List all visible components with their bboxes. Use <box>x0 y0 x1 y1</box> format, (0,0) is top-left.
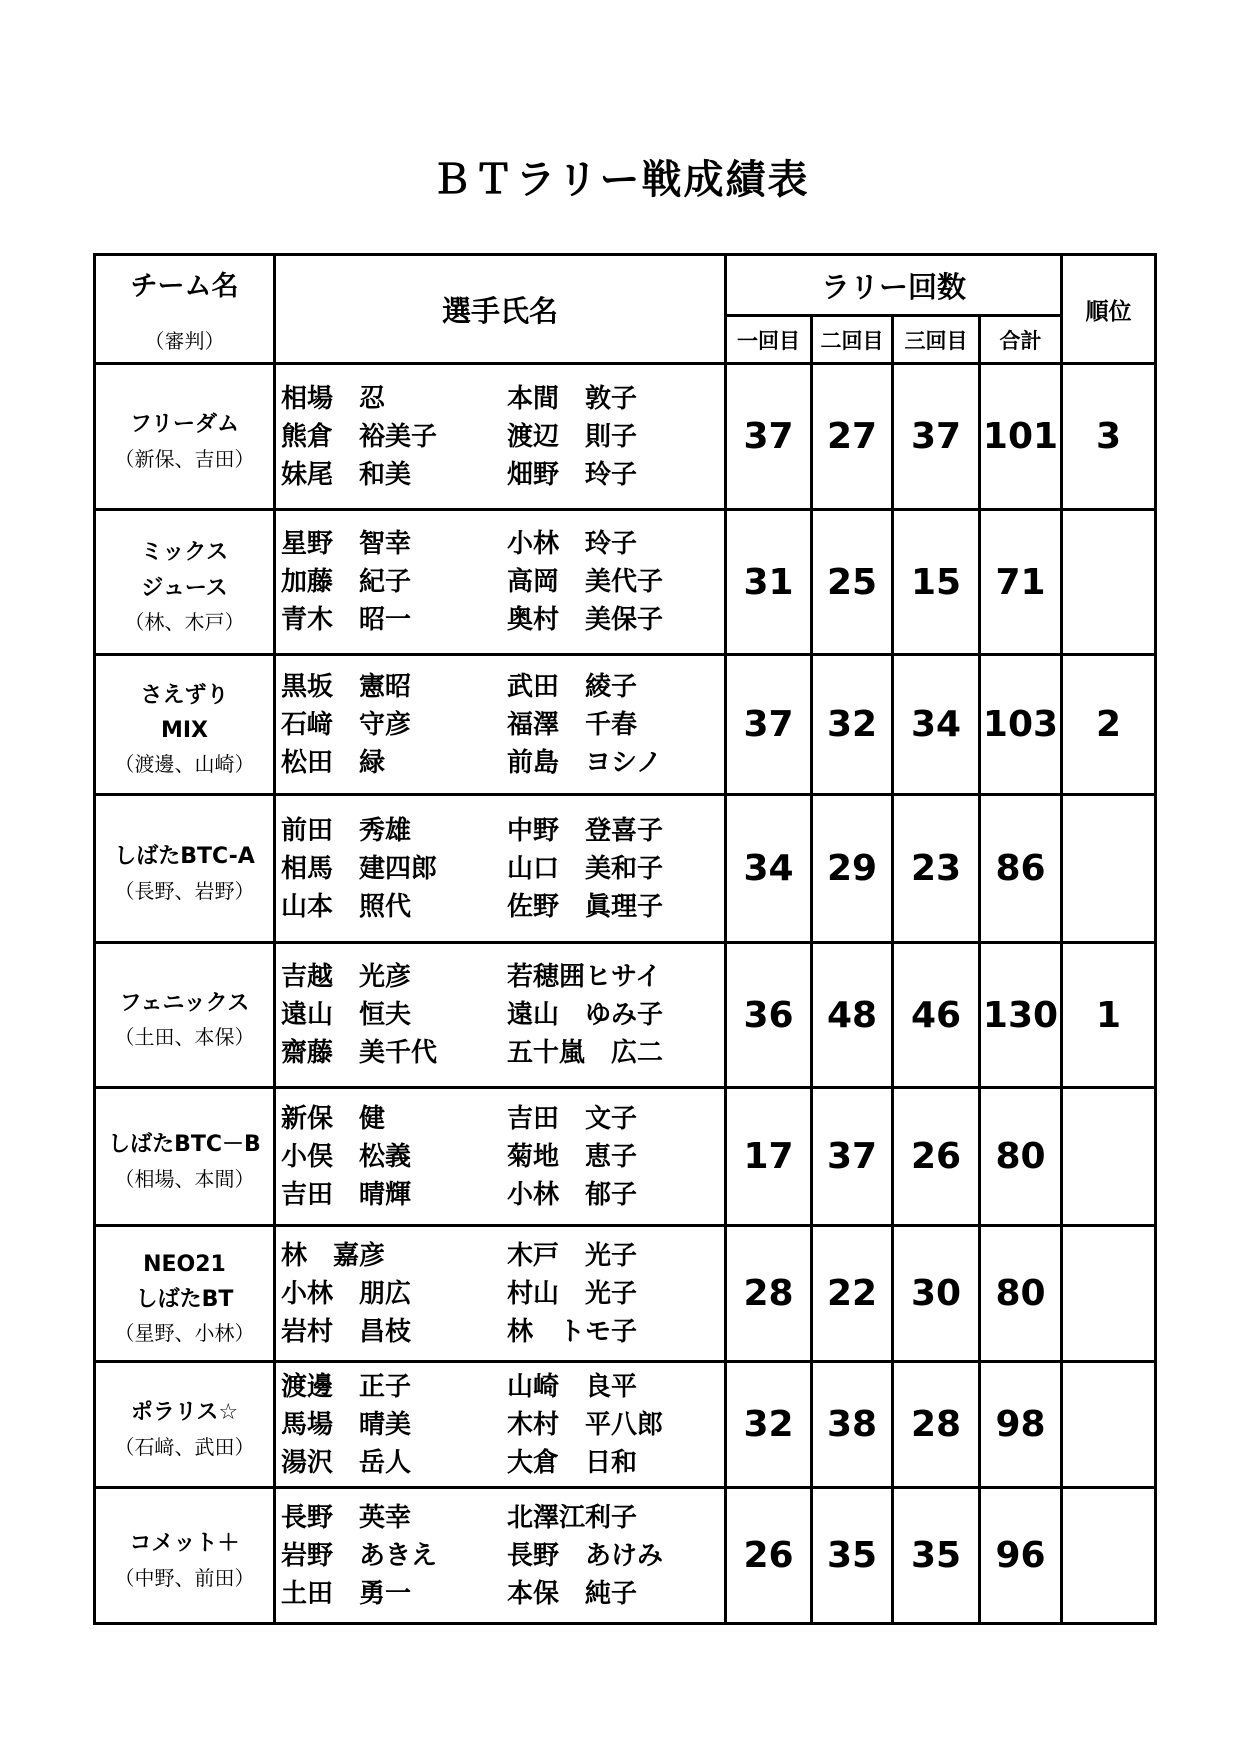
player-name: 小林 郁子 <box>506 1179 637 1210</box>
player-line <box>281 1406 724 1444</box>
player-name: 妹尾 和美 <box>281 459 412 490</box>
player-name: 本保 純子 <box>506 1578 637 1609</box>
rank: 2 <box>1062 655 1156 795</box>
team-row <box>95 795 1156 943</box>
results-table <box>93 253 1157 1625</box>
team-cell <box>95 795 275 943</box>
player-name: 大倉 日和 <box>506 1447 637 1478</box>
player-name: 熊倉 裕美子 <box>281 421 438 452</box>
player-name: 前田 秀雄 <box>281 815 412 846</box>
team-name-line: ポラリス☆ <box>130 1400 239 1426</box>
team-referee: （相場、本間） <box>114 1166 255 1191</box>
team-referee: （中野、前田） <box>114 1565 255 1590</box>
player-name: 福澤 千春 <box>506 709 637 740</box>
team-cell <box>95 1226 275 1362</box>
player-line <box>281 1275 724 1313</box>
team-name-line: ミックス <box>140 540 229 566</box>
rank <box>1062 1488 1156 1624</box>
player-name: 木戸 光子 <box>506 1240 637 1271</box>
player-name: 山崎 良平 <box>506 1371 637 1402</box>
round-score: 37 <box>893 364 980 510</box>
player-name: 北澤江利子 <box>506 1502 637 1533</box>
round-score: 28 <box>893 1362 980 1488</box>
team-referee: （星野、小林） <box>114 1321 255 1346</box>
rank <box>1062 510 1156 655</box>
team-referee: （土田、本保） <box>114 1025 255 1050</box>
team-name-line: ジュース <box>141 575 228 601</box>
total-score: 98 <box>980 1362 1062 1488</box>
player-name: 土田 勇一 <box>281 1578 412 1609</box>
total-score: 130 <box>980 943 1062 1088</box>
player-name: 前島 ヨシノ <box>506 747 662 778</box>
team-row <box>95 1488 1156 1624</box>
round-score: 37 <box>726 364 812 510</box>
player-name: 五十嵐 広二 <box>506 1038 663 1068</box>
round-score: 36 <box>726 943 812 1088</box>
rank <box>1062 1088 1156 1226</box>
total-score: 101 <box>980 364 1062 510</box>
round-score: 34 <box>726 795 812 943</box>
round-score: 22 <box>812 1226 893 1362</box>
players-cell <box>275 510 726 655</box>
round-score: 31 <box>726 510 812 655</box>
rank <box>1062 795 1156 943</box>
team-name <box>130 407 239 442</box>
team-name-line: コメット＋ <box>129 1531 240 1557</box>
team-name-line: さえずり <box>140 682 229 708</box>
round-score: 29 <box>812 795 893 943</box>
player-line <box>281 706 724 744</box>
player-line <box>281 1444 724 1482</box>
total-score: 103 <box>980 655 1062 795</box>
team-name <box>129 1526 239 1561</box>
player-line <box>281 1138 724 1176</box>
player-name: 奥村 美保子 <box>506 605 663 635</box>
header-team: チーム名 <box>130 271 239 302</box>
player-name: 長野 あけみ <box>506 1540 663 1571</box>
player-line <box>281 812 724 850</box>
round-score: 48 <box>812 943 893 1088</box>
rank: 3 <box>1062 364 1156 510</box>
player-name: 林 トモ子 <box>506 1316 637 1347</box>
player-name: 吉田 文子 <box>506 1103 637 1134</box>
team-cell <box>95 510 275 655</box>
round-score: 27 <box>812 364 893 510</box>
total-score: 71 <box>980 510 1062 655</box>
team-row <box>95 1362 1156 1488</box>
team-cell <box>95 364 275 510</box>
team-row <box>95 1226 1156 1362</box>
team-name <box>136 1247 234 1317</box>
header-round3: 三回目 <box>893 316 980 364</box>
player-line <box>281 744 724 782</box>
player-name: 岩村 昌枝 <box>281 1316 412 1347</box>
team-name-line: フリーダム <box>129 412 240 438</box>
team-cell <box>95 1488 275 1624</box>
team-name <box>131 1395 238 1430</box>
total-score: 86 <box>980 795 1062 943</box>
round-score: 17 <box>726 1088 812 1226</box>
header-rally: ラリー回数 <box>726 255 1062 316</box>
rank <box>1062 1362 1156 1488</box>
player-name: 本間 敦子 <box>506 383 637 414</box>
player-name: 黒坂 憲昭 <box>281 671 412 702</box>
player-line <box>281 1313 724 1351</box>
player-line <box>281 1176 724 1214</box>
team-row <box>95 364 1156 510</box>
player-line <box>281 1499 724 1537</box>
player-name: 佐野 眞理子 <box>506 891 663 922</box>
team-rows <box>95 364 1156 1624</box>
round-score: 15 <box>893 510 980 655</box>
player-name: 相場 忍 <box>281 383 386 414</box>
player-line <box>281 888 724 926</box>
round-score: 35 <box>812 1488 893 1624</box>
player-line <box>281 601 724 639</box>
rank: 1 <box>1062 943 1156 1088</box>
team-name-line: しばたBTC-A <box>114 844 255 870</box>
header-round2: 二回目 <box>812 316 893 364</box>
player-line <box>281 1237 724 1275</box>
player-name: 湯沢 岳人 <box>281 1447 412 1478</box>
header-total: 合計 <box>980 316 1062 364</box>
player-line <box>281 1368 724 1406</box>
player-name: 長野 英幸 <box>281 1502 412 1533</box>
player-name: 岩野 あきえ <box>281 1540 438 1571</box>
total-score: 96 <box>980 1488 1062 1624</box>
team-cell <box>95 655 275 795</box>
team-name <box>141 535 228 605</box>
page-title: ＢＴラリー戦成績表 <box>431 157 810 203</box>
player-name: 村山 光子 <box>506 1278 637 1309</box>
players-cell <box>275 1488 726 1624</box>
team-cell <box>95 1362 275 1488</box>
team-row <box>95 510 1156 655</box>
players-cell <box>275 1362 726 1488</box>
player-line <box>281 1034 724 1072</box>
round-score: 26 <box>893 1088 980 1226</box>
player-name: 星野 智幸 <box>281 529 412 559</box>
player-name: 高岡 美代子 <box>506 567 663 597</box>
player-line <box>281 1100 724 1138</box>
player-name: 青木 昭一 <box>281 605 412 635</box>
team-name <box>108 1127 261 1162</box>
player-line <box>281 958 724 996</box>
player-line <box>281 418 724 456</box>
players-cell <box>275 364 726 510</box>
player-name: 菊地 恵子 <box>506 1141 637 1172</box>
team-row <box>95 1088 1156 1226</box>
round-score: 46 <box>893 943 980 1088</box>
player-line <box>281 1537 724 1575</box>
team-name-line: しばたBT <box>135 1287 234 1312</box>
round-score: 37 <box>726 655 812 795</box>
team-referee: （長野、岩野） <box>114 878 255 903</box>
team-row <box>95 655 1156 795</box>
team-name <box>114 839 255 874</box>
team-name-line: しばたBTC－B <box>108 1132 261 1158</box>
rank <box>1062 1226 1156 1362</box>
player-line <box>281 563 724 601</box>
team-name-line: MIX <box>160 718 209 743</box>
round-score: 30 <box>893 1226 980 1362</box>
team-referee: （新保、吉田） <box>114 446 255 471</box>
players-cell <box>275 655 726 795</box>
player-name: 遠山 ゆみ子 <box>506 1000 663 1030</box>
player-name: 相馬 建四郎 <box>281 853 438 884</box>
team-cell <box>95 1088 275 1226</box>
player-name: 山本 照代 <box>281 891 412 922</box>
round-score: 32 <box>726 1362 812 1488</box>
round-score: 38 <box>812 1362 893 1488</box>
round-score: 26 <box>726 1488 812 1624</box>
players-cell <box>275 1226 726 1362</box>
player-line <box>281 850 724 888</box>
round-score: 32 <box>812 655 893 795</box>
player-name: 馬場 晴美 <box>281 1409 412 1440</box>
player-name: 小俣 松義 <box>281 1141 412 1172</box>
player-name: 武田 綾子 <box>506 671 637 702</box>
team-referee: （渡邊、山崎） <box>114 752 255 777</box>
total-score: 80 <box>980 1226 1062 1362</box>
header-round1: 一回目 <box>726 316 812 364</box>
player-name: 吉越 光彦 <box>281 962 412 992</box>
player-name: 吉田 晴輝 <box>281 1179 412 1210</box>
player-line <box>281 525 724 563</box>
player-name: 齋藤 美千代 <box>281 1038 438 1068</box>
round-score: 25 <box>812 510 893 655</box>
player-name: 中野 登喜子 <box>506 815 663 846</box>
player-line <box>281 1575 724 1613</box>
total-score: 80 <box>980 1088 1062 1226</box>
player-name: 山口 美和子 <box>506 853 663 884</box>
player-name: 松田 緑 <box>281 747 386 778</box>
round-score: 23 <box>893 795 980 943</box>
team-name-line: NEO21 <box>143 1251 226 1277</box>
players-cell <box>275 795 726 943</box>
team-row <box>95 943 1156 1088</box>
round-score: 37 <box>812 1088 893 1226</box>
round-score: 34 <box>893 655 980 795</box>
header-team-cell <box>95 255 275 364</box>
player-name: 渡邊 正子 <box>281 1371 412 1402</box>
header-referee: （審判） <box>144 329 225 353</box>
team-referee: （林、木戸） <box>124 609 245 634</box>
player-line <box>281 668 724 706</box>
players-cell <box>275 943 726 1088</box>
team-name <box>140 678 228 748</box>
player-name: 小林 玲子 <box>506 529 637 559</box>
player-name: 小林 朋広 <box>281 1278 412 1309</box>
player-line <box>281 996 724 1034</box>
players-cell <box>275 1088 726 1226</box>
team-referee: （石﨑、武田） <box>114 1434 255 1459</box>
team-name <box>120 986 250 1021</box>
round-score: 35 <box>893 1488 980 1624</box>
team-name-line: フェニックス <box>119 990 250 1016</box>
player-name: 新保 健 <box>281 1103 386 1134</box>
player-name: 石﨑 守彦 <box>281 709 412 740</box>
team-cell <box>95 943 275 1088</box>
player-name: 林 嘉彦 <box>281 1240 386 1271</box>
player-line <box>281 380 724 418</box>
header-rank: 順位 <box>1062 255 1156 364</box>
player-name: 遠山 恒夫 <box>281 1000 412 1030</box>
player-name: 渡辺 則子 <box>506 421 637 452</box>
header-players: 選手氏名 <box>275 255 726 364</box>
player-name: 加藤 紀子 <box>281 567 412 597</box>
round-score: 28 <box>726 1226 812 1362</box>
player-name: 木村 平八郎 <box>506 1409 663 1440</box>
player-line <box>281 456 724 494</box>
player-name: 畑野 玲子 <box>506 459 637 490</box>
player-name: 若穂囲ヒサイ <box>506 962 662 992</box>
